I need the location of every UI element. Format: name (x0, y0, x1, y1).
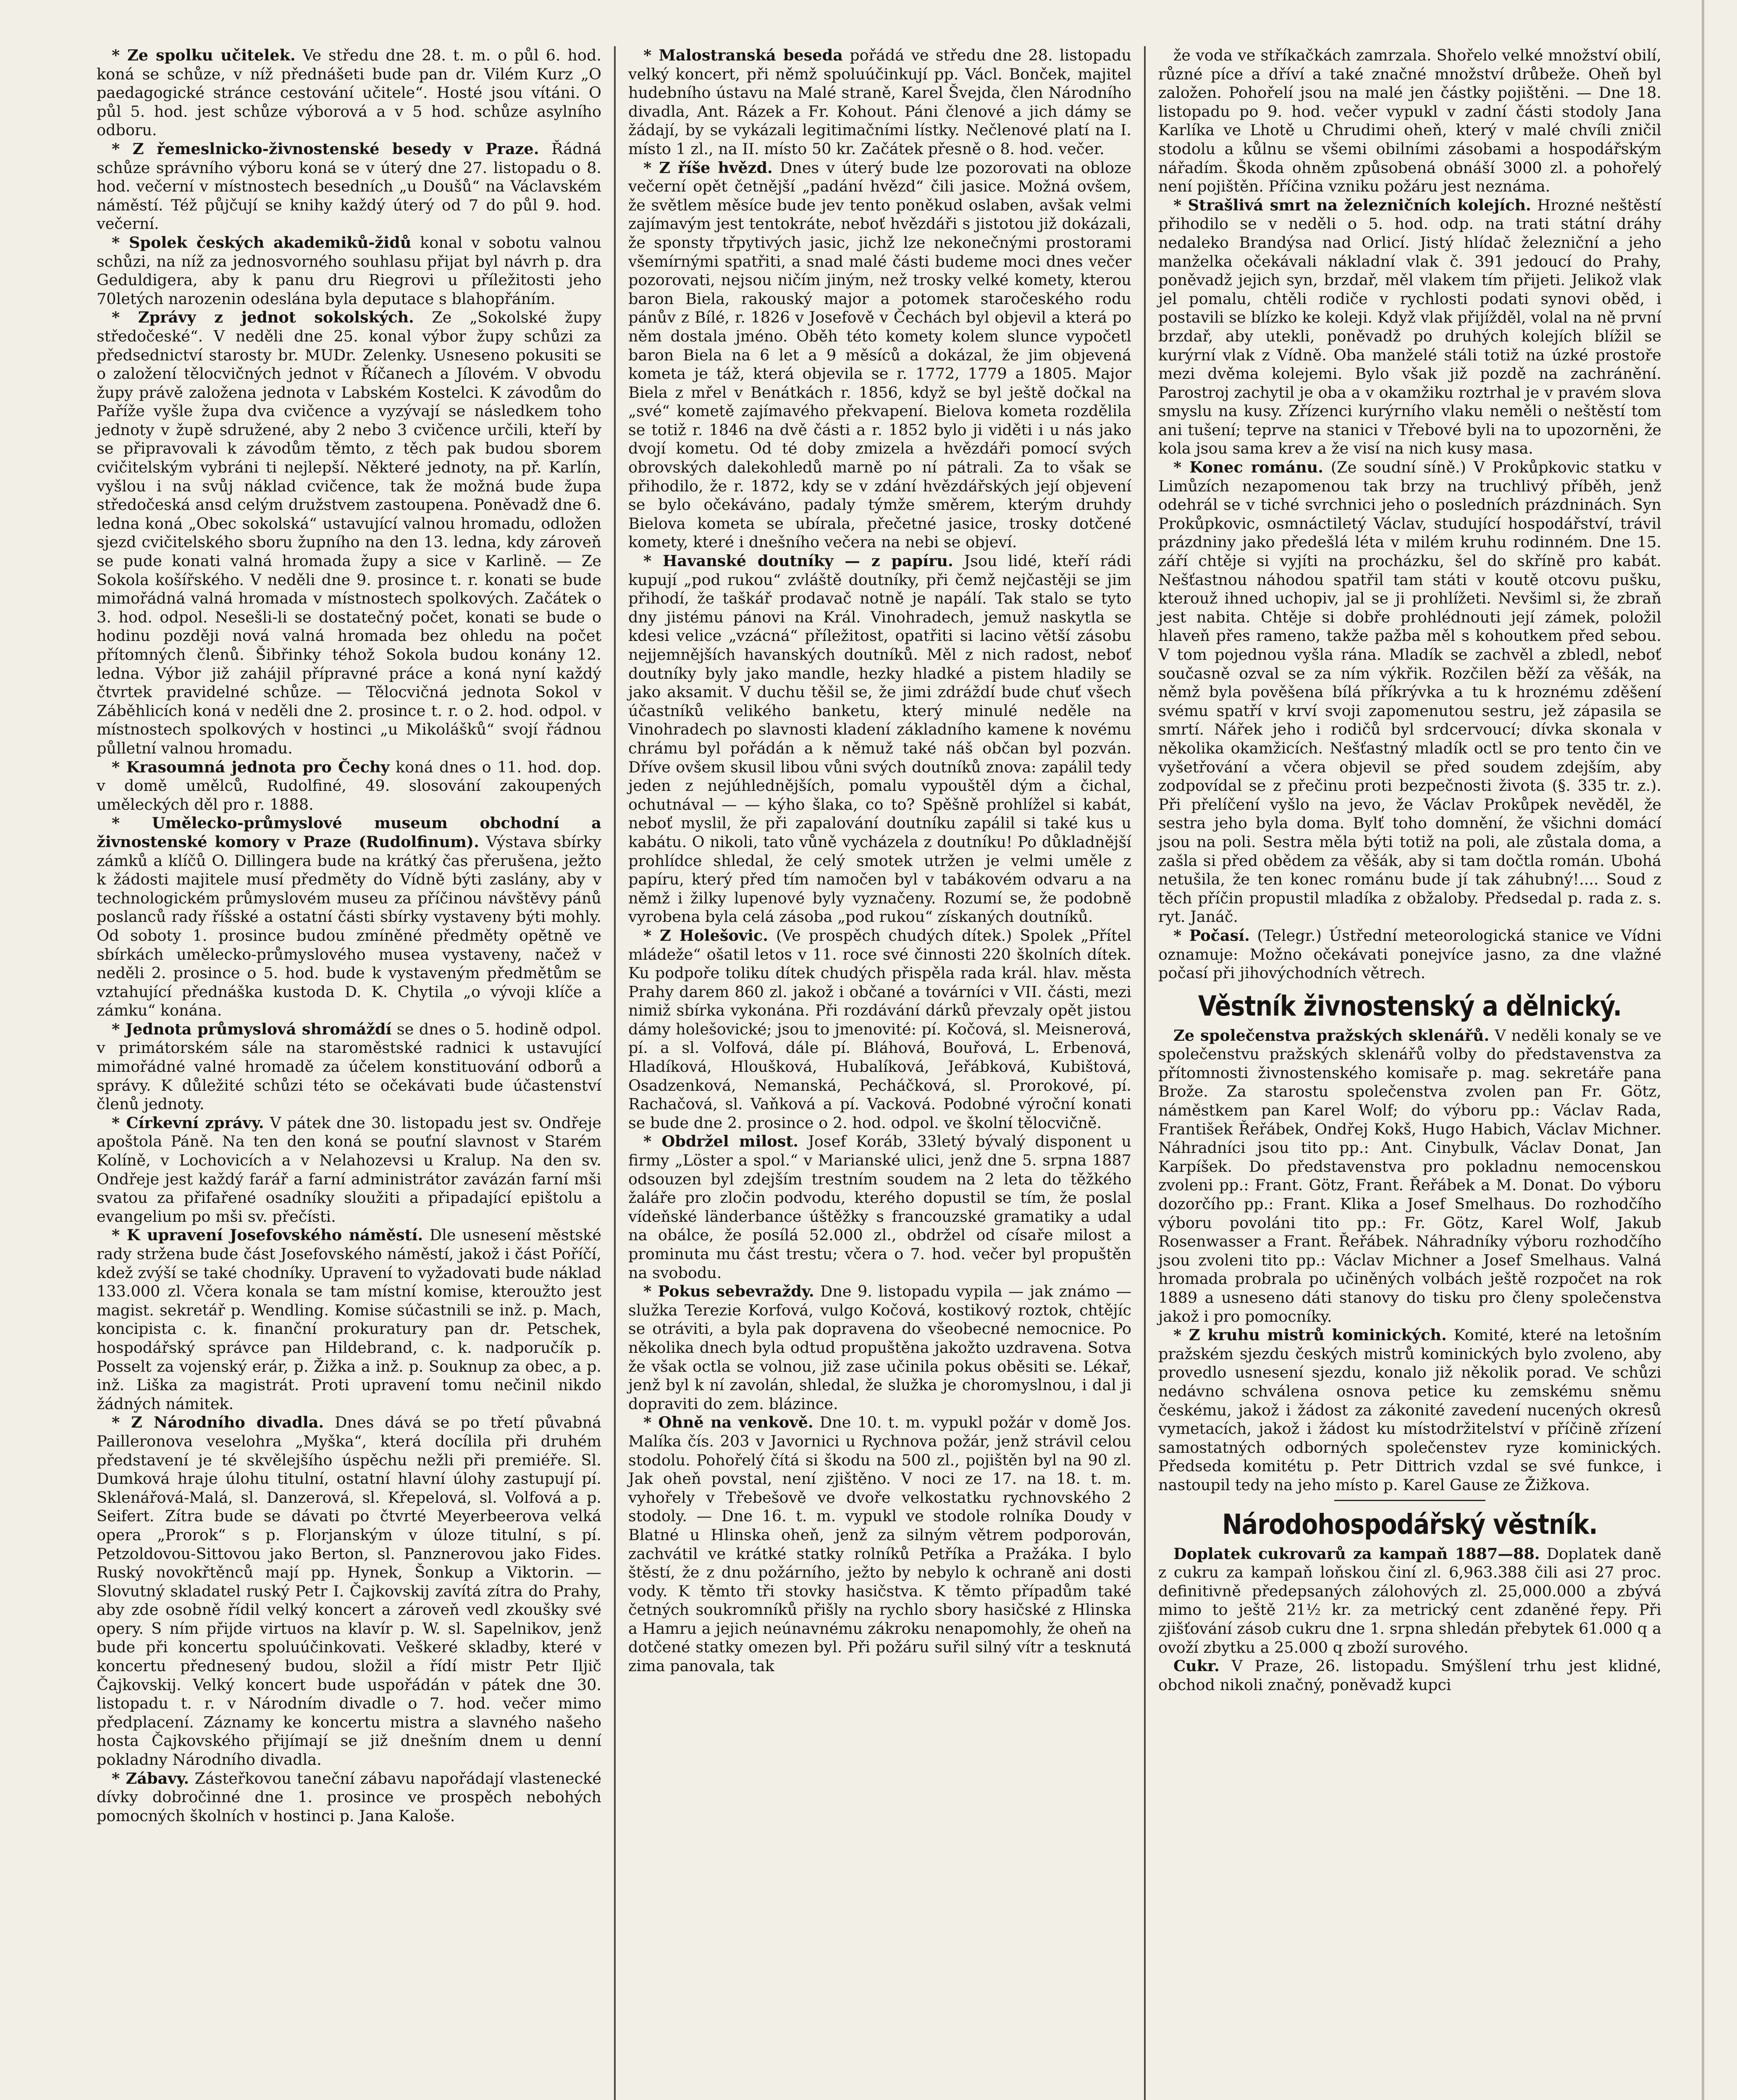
news-item (628, 1413, 1131, 1675)
news-item (97, 1769, 601, 1826)
news-item-headline: * Konec románu. (1173, 458, 1323, 477)
news-item (1158, 1326, 1661, 1494)
news-item-headline: * Obdržel milost. (643, 1132, 799, 1151)
news-item-headline: * Z Národního divadla. (112, 1413, 324, 1432)
news-item (628, 159, 1131, 552)
news-item (97, 46, 601, 140)
news-item-body: V pátek dne 30. listopadu jest sv. Ondřeje apoštola Páně. Na ten den koná se pouťní slavnost v Starém Kolíně, v Lochovicích a v Nelahozevsi u Kralup. Na den sv. Ondřeje jest každý farář a farní administrátor zavázán farní mši svatou za přifařené osadníky sloužiti a připadající epištolu a evangelium po mši sv. přečísti. (97, 1113, 601, 1226)
news-item-body: Hrozné neštěstí přihodilo se v neděli o 5. hod. odp. na trati státní dráhy nedaleko Brandýsa nad Orlicí. Jistý hlídač železniční a jeho manželka očekávali nákladní vlak č. 391 jedoucí do Prahy, poněvadž jejich syn, brzdař, měl vlakem tím přijeti. Jelikož vlak jel pomalu, chtěli rodiče v rychlosti podati synovi oběd, i postavili se blízko ke koleji. Když vlak přijížděl, volal na ně první brzdař, aby utekli, poněvadž po druhých kolejích blížil se kurýrní vlak z Vídně. Oba manželé stáli totiž na úzké prostoře mezi dvěma kolejemi. Bylo však již pozdě na zachránění. Parostroj zachytil je oba a v okamžiku roztrhal je v pravém slova smyslu na kusy. Zřízenci kurýrního vlaku neměli o neštěstí tom ani tušení; teprve na stanici v Třebové byli na to upozorněni, že kola jsou sama krev a že visí na nich kusy masa. (1158, 196, 1661, 458)
news-item-body: Dle usnesení městské rady stržena bude část Josefovského náměstí, jakož i část Poříčí, kdež zvýší se také chodníky. Upravení to vyžadovati bude náklad 133.000 zl. Včera konala se tam místní komise, kteroužto jest magist. sekretář p. Wendling. Komise súčastnili se inž. p. Mach, koncipista c. k. finanční prokuratury pan dr. Petschek, hospodářský správce pan Hildebrand, c. k. nadporučík p. Posselt za vojenský erár, p. Žižka a inž. p. Souknup za obec, a p. inž. Liška za magistrát. Proti upravení tomu nečinil nikdo žádných námitek. (97, 1226, 601, 1413)
news-item (1158, 1657, 1661, 1694)
news-item (97, 1226, 601, 1413)
column-2 (614, 46, 1144, 2100)
news-item-body: V neděli konaly se ve společenstvu pražských sklenářů volby do představenstva za přítomnosti živnostenského komisaře p. mag. sekretáře pana Brože. Za starostu společenstva zvolen pan Fr. Götz, náměstkem pan Karel Wolf; do výboru pp.: Václav Rada, František Řeřábek, Ondřej Kokš, Hugo Habich, Václav Michner. Náhradníci jsou tito pp.: Ant. Cinybulk, Václav Donat, Jan Karpíšek. Do představenstva pro pokladnu nemocenskou zvoleni pp.: Frant. Götz, Frant. Řeřábek a M. Donat. Do výboru dozorčího pp.: Frant. Klika a Josef Smelhaus. Do rozhodčího výboru povoláni tito pp.: Fr. Götz, Karel Wolf, Jakub Rosenwasser a Frant. Řeřábek. Náhradníky výboru rozhodčího jsou zvoleni tito pp.: Václav Michner a Josef Smelhaus. Valná hromada probrala po učiněných volbách ještě rozpočet na rok 1889 a usneseno dáti stanovy do tisku pro členy společenstva jakož i pro pomocníky. (1158, 1026, 1661, 1326)
news-item (97, 1020, 601, 1114)
news-item-body: Ve středu dne 28. t. m. o půl 6. hod. koná se schůze, v níž přednášeti bude pan dr. Vilém Kurz „O paedagogické stránce cestování učitele“. Hosté jsou vítáni. O půl 5. hod. jest schůze výborová a v 5 hod. schůze asylního odboru. (97, 46, 601, 139)
news-item (628, 1282, 1131, 1413)
news-item (97, 758, 601, 814)
news-item (1158, 927, 1661, 983)
news-item-headline: * K upravení Josefovského náměstí. (112, 1226, 423, 1244)
news-item (1158, 1026, 1661, 1326)
news-item-body: Zásteřkovou taneční zábavu napořádají vlastenecké dívky dobročinné dne 1. prosince ve prospěch nebohých pomocných školních v hostinci p. Jana Kaloše. (97, 1769, 601, 1825)
news-item-headline: * Umělecko-průmyslové museum obchodní a živnostenské komory v Praze (Rudolfinum). (97, 814, 601, 851)
news-item-headline: * Ohně na venkově. (643, 1413, 813, 1432)
news-item-body: Dnes v úterý bude lze pozorovati na obloze večerní opět četnější „padání hvězd“ čili jasice. Možná ovšem, že světlem měsíce bude jev tento poněkud oslaben, avšak velmi zajímavým jest tentokráte, neboť hvězdáři s jistotou již dokázali, že sponsty třpytivých jasic, jichž lze nekonečnými prostorami všemírnými spatřiti, a snad malé části budeme moci dnes večer pozorovati, nejsou ničím jiným, než trosky velké komety, kterou baron Biela, rakouský major a potomek staročeského rodu pánův z Bílé, r. 1826 v Josefově v Čechách byl objevil a která po něm dostala jméno. Oběh této komety kolem slunce vypočetl baron Biela na 6 let a 9 měsíců a dokázal, že jim objevená kometa je táž, která objevila se r. 1772, 1779 a 1805. Major Biela z mřel v Benátkách r. 1856, když se byl ještě dočkal na „své“ kometě zajímavého překvapení. Bielova kometa rozdělila se totiž r. 1846 na dvě části a r. 1852 bylo ji viděti i u nás jako dvojí kometu. Od té doby zmizela a hvězdáři pomocí svých obrovských dalekohledů marně po ní pátrali. Za to však se přihodilo, že r. 1872, kdy se v zdání hvězdářských její objevení se bylo očekáváno, padaly týmže směrem, kterým druhdy Bielova kometa se ubírala, přečetné jasice, trosky dotčené komety, které i dnešního večera na nebi se objeví. (628, 158, 1131, 551)
news-item-headline: * Počasí. (1173, 926, 1250, 945)
news-item-headline: * Zábavy. (112, 1769, 189, 1788)
column-container (84, 46, 1674, 2100)
news-item-body: Josef Koráb, 33letý bývalý disponent u firmy „Löster a spol.“ v Marianské ulici, jenž dne 5. srpna 1887 odsouzen byl zdejším trestním soudem na 2 leta do těžkého žaláře pro zločin podvodu, kterého dopustil se tím, že poslal vídeňské länderbance úštěžky s francouzské gramatiky a udal na obálce, že posílá 52.000 zl., obdržel od císaře milost a prominuta mu část trestu; včera o 7. hod. večer byl propuštěn na svobodu. (628, 1132, 1131, 1282)
news-item-body: Doplatek daně z cukru za kampaň loňskou činí zl. 6,963.388 čili asi 27 proc. definitivně předepsaných zálohových zl. 25,000.000 a zbývá mimo to ještě 21½ kr. za metrický cent zdaněné řepy. Při zjišťování zásob cukru dne 1. srpna shledán přebytek 61.000 q a ovoží zbytku a 25.000 q zboží surového. (1158, 1544, 1661, 1656)
news-item (628, 552, 1131, 927)
news-item-headline: * Pokus sebevraždy. (643, 1282, 814, 1301)
section-heading: Věstník živnostenský a dělnický. (1198, 990, 1622, 1022)
news-item-body: Výstava sbírky zámků a klíčů O. Dillingera bude na krátký čas přerušena, ježto k žádosti majitele musí předměty do Vídně býti zaslány, aby v technologickém průmyslovém museu za příčinou návštěvy pánů poslanců rady říšské a ostatní části sbírky vystaveny býti mohly. Od soboty 1. prosince budou zmíněné předměty opětně ve sbírkách umělecko-průmyslového musea vystaveny, načež v neděli 2. prosince o 5. hod. bude k vystaveným předmětům se vztahující přednáška kustoda D. K. Chytila „o vývoji klíče a zámku“ konána. (97, 832, 601, 1020)
news-item-headline: * Krasoumná jednota pro Čechy (112, 758, 390, 776)
news-item (1158, 458, 1661, 927)
news-item-headline: * Ze spolku učitelek. (112, 46, 296, 64)
news-item (1158, 1545, 1661, 1657)
section-divider (1334, 1500, 1485, 1501)
news-item (628, 927, 1131, 1133)
news-item-body: že voda ve stříkačkách zamrzala. Shořelo velké množství obilí, různé píce a dříví a také značné množství drůbeže. Oheň byl založen. Pohořelí jsou na malé jen částky pojištěni. — Dne 18. listopadu po 9. hod. večer vypukl v zadní části stodoly Jana Karlíka ve Lhotě u Chrudimi oheň, který v malé chvíli zničil stodolu a kůlnu se všemi obilními zásobami a hospodářským nářadím. Škoda ohněm způsobená obnáší 3000 zl. a pohořelý není pojištěn. Příčina vzniku požáru jest neznáma. (1158, 46, 1661, 196)
news-item-body: V Praze, 26. listopadu. Smýšlení trhu jest klidné, obchod nikoli značný, poněvadž kupci (1158, 1657, 1661, 1694)
news-item (97, 1413, 601, 1769)
news-item-headline: Ze společenstva pražských sklenářů. (1173, 1026, 1490, 1045)
news-item (628, 46, 1131, 159)
news-item-body: Dne 10. t. m. vypukl požár v domě Jos. Malíka čís. 203 v Javornici u Rychnova požár, jenž strávil celou stodolu. Pohořelý čítá si škodu na 500 zl., pojištěn byl na 90 zl. Jak oheň povstal, není zjištěno. V noci ze 17. na 18. t. m. vyhořely v Třebešově ve dvoře velkostatku rychnovského 2 stodoly. — Dne 16. t. m. vypukl ve stodole rolníka Doudy v Blatné u Hlinska oheň, jenž za silným větrem podporován, zachvátil ve krátké statky rolníků Petříka a Pražáka. I bylo štěstí, že z dnu požárního, ježto by nebylo k ochraně ani dosti vody. K těmto tři stovky hasičstva. K těmto případům také četných soukromníků přišly na rychlo sbory hasičské z Hlinska a Hamru a jejich neúnavnému zákroku nenapomohly, že oheň na dotčené statky omezen byl. Při požáru suřil silný vítr a tesknutá zima panovala, tak (628, 1413, 1131, 1675)
news-item-body: Dne 9. listopadu vypila — jak známo — služka Terezie Korfová, vulgo Kočová, kostikový roztok, chtějíc se otráviti, a byla pak dopravena do všeobecné nemocnice. Po několika dnech byla odtud propuštěna jakožto uzdravena. Sotva že však octla se volnou, již zase učinila pokus oběsiti se. Lékař, jenž byl k ní zavolán, shledal, že služka je choromyslnou, i dal ji dopraviti do zem. blázince. (628, 1282, 1131, 1413)
news-item-headline: Doplatek cukrovarů za kampaň 1887—88. (1173, 1544, 1540, 1563)
news-item-headline: * Z kruhu mistrů kominických. (1173, 1326, 1447, 1344)
news-item-headline: * Spolek českých akademiků-židů (112, 233, 412, 252)
news-item-body: se dnes o 5. hodině odpol. v primátorském sále na staroměstské radnici k ustavující mimořádné valné hromadě za účelem konstituování odborů a správy. K důležité schůzi této se očekávati bude účastenství členů jednoty. (97, 1020, 601, 1113)
news-item-headline: * Strašlivá smrt na železničních kolejích. (1173, 196, 1531, 214)
news-item-headline: * Z Holešovic. (643, 926, 769, 945)
column-3 (1144, 46, 1674, 2100)
section-heading: Národohospodářský věstník. (1222, 1508, 1598, 1541)
news-item (97, 814, 601, 1020)
news-item-headline: * Malostranská beseda (643, 46, 843, 64)
news-item (97, 308, 601, 758)
news-item-body: koná dnes o 11. hod. dop. v domě umělců, Rudolfiné, 49. slosování zakoupených uměleckých děl pro r. 1888. (97, 758, 601, 814)
news-item-body: konal v sobotu valnou schůzi, na níž za jednosvorného souhlasu přijat byl návrh p. dra Geduldigera, aby k panu dru Riegrovi u příležitosti jeho 70letých narozenin odeslána byla deputace s blahopřáním. (97, 233, 602, 308)
news-item-body: Ze „Sokolské župy středočeské“. V neděli dne 25. konal výbor župy schůzi za předsednictví starosty br. MUDr. Zelenky. Usneseno pokusiti se o založení tělocvičných jednot v Říčanech a Jílovém. V obvodu župy právě založena jednota v Labském Kostelci. K závodům do Paříže vyšle župa dva cvičence a vyzývají se následkem toho jednoty v župě sdružené, aby 2 nebo 3 cvičence určili, kteří by se připravovali k závodům těmto, z těch pak budou sborem cvičitelským vybráni ti nejlepší. Některé jednoty, na př. Karlín, vyšlou i na svůj náklad cvičence, tak že možná bude župa středočeská ansd celým družstvem zastoupena. Poněvadž dne 6. ledna koná „Obec sokolská“ ustavující valnou hromadu, odložen sjezd cvičitelského sboru župního na den 13. ledna, kdy zároveň se pude konati valná hromada župy a sice v Karlině. — Ze Sokola košířského. V neděli dne 9. prosince t. r. konati se bude mimořádná valná hromada v místnostech spolkových. Začátek o 3. hod. odpol. Nesešli-li se dostatečný počet, konati se bude o hodinu později nová valná hromada bez ohledu na počet přítomných členů. Šibřinky téhož Sokola budou konány 12. ledna. Výbor již zahájil přípravné práce a koná nyní každý čtvrtek pravidelné schůze. — Tělocvičná jednota Sokol v Záběhlicích koná v neděli dne 2. prosince t. r. o 2. hod. odpol. v místnostech spolkových v hostinci „u Mikolášků“ svojí řádnou půlletní valnou hromadu. (97, 308, 601, 757)
news-item-headline: * Jednota průmyslová shromáždí (112, 1020, 392, 1038)
news-item-body: (Ve prospěch chudých dítek.) Spolek „Přítel mládeže“ ošatil letos v 11. roce své činnosti 220 školních dítek. Ku podpoře toliku dítek chudých přispěla rada král. hlav. města Prahy darem 860 zl. jakož i občané a továrníci v VII. části, mezi nimiž sbírka vykonána. Při rozdávání dárků převzaly opět jistou dámy holešovické; jsou to jmenovité: pí. Kočová, sl. Meisnerová, pí. a sl. Volfová, dále pí. Bláhová, Bouřová, L. Erbenová, Hladíková, Hloušková, Hubalíková, Jeřábková, Kubištová, Osadzenková, Nemanská, Pecháčková, sl. Prorokové, pí. Rachačová, sl. Vaňková a pí. Vacková. Podobné výroční konati se bude dne 2. prosince o 2. hod. odpol. ve školní tělocvičně. (628, 926, 1131, 1132)
news-item (97, 234, 601, 308)
news-item-headline: * Havanské doutníky — z papíru. (643, 552, 953, 570)
news-item (628, 1132, 1131, 1282)
news-item (97, 140, 601, 234)
news-item (97, 1114, 601, 1226)
news-item-headline: * Z říše hvězd. (643, 158, 773, 177)
news-item-headline: * Církevní zprávy. (112, 1113, 264, 1132)
news-item-body: pořádá ve středu dne 28. listopadu velký koncert, při němž spoluúčinkují pp. Václ. Bonček, majitel hudebního ústavu na Malé straně, Karel Švejda, člen Národního divadla, Ant. Rázek a Fr. Kohout. Páni členové a jich dámy se žádají, by se vykázali legitimačními lístky. Nečlenové platí na I. místo 1 zl., na II. místo 50 kr. Začátek přesně o 8. hod. večer. (628, 46, 1131, 158)
news-item (1158, 46, 1661, 196)
news-item-body: (Telegr.) Ústřední meteorologická stanice ve Vídni oznamuje: Možno očekávati ponejvíce jasno, za dne vlažné počasí při jihovýchodních větrech. (1158, 926, 1661, 982)
news-item-headline: * Zprávy z jednot sokolských. (112, 308, 414, 327)
news-item-body: Dnes dává se po třetí půvabná Pailleronova veselohra „Myška“, která docílila při druhém představení je té skvělejšího úspěchu nežli při premiéře. Sl. Dumková hraje úlohu titulní, ostatní hlavní úlohy zastupují pí. Sklenářová-Malá, sl. Danzerová, sl. Křepelová, sl. Volfová a p. Seifert. Zítra bude se dávati po čtvrté Meyerbeerova velká opera „Prorok“ s p. Florjanským v úloze titulní, s pí. Petzoldovou-Sittovou jako Berton, sl. Panznerovou jako Fides. Ruský novokřtěnců mají pp. Hynek, Šonkup a Viktorin. — Slovutný skladatel ruský Petr I. Čajkovskij zavítá zítra do Prahy, aby zde osobně řídil velký koncert a zároveň vedl zkoušky své opery. S ním přijde virtuos na klavír p. W. sl. Sapelnikov, jenž bude při koncertu spoluúčinkovati. Veškeré skladby, které v koncertu přednesený budou, složil a řídí mistr Petr Iljič Čajkovskij. Velký koncert bude uspořádán v pátek dne 30. listopadu t. r. v Národním divadle o 7. hod. večer mimo předplacení. Záznamy ke koncertu mistra a slavného našeho hosta Čajkovského přijímají se již dnešním dnem u denní pokladny Národního divadla. (97, 1413, 601, 1769)
news-item-body: (Ze soudní síně.) V Prokůpkovic statku v Limůzích nezapomenou tak brzy na truchlivý příběh, jenž odehrál se v tiché svrchnici jeho o posledních prázdninách. Syn Prokůpkovic, osmnáctiletý Václav, studující hospodářství, trávil prázdniny jako předešlá léta v milém kruhu rodinném. Dne 15. září chtěje si vyjíti na procházku, šel do skříně pro kabát. Nešťastnou náhodou spatřil tam státi v koutě otcovu pušku, kterouž ihned uchopiv, jal se ji prohlížeti. Nevšiml si, že zbraň jest nabita. Chtěje si dobře prohlédnouti její zámek, položil hlaveň přes rameno, takže pažba měl s kohoutkem před sebou. V tom pojednou vyšla rána. Mladík se zachvěl a zbledl, neboť současně ozval se za ním výkřik. Rozčilen běží za věšák, na němž byla pověšena bílá příkrývka a tu k hroznému zděšení svému spatří v krví svoji zapomenutou sestru, jež zápasila se smrtí. Nářek jeho i rodičů byl srdcervoucí; dívka skonala v několika okamžicích. Nešťastný mladík octl se pro tento čin ve vyšetřování a včera objevil se před soudem zdejším, aby zodpovídal se z přečinu proti bezpečnosti života (§. 335 tr. z.). Při přelíčení vyšlo na jevo, že Václav Prokůpek nevěděl, že sestra jeho byla doma. Bylť toho domnění, že všichni domácí jsou na poli. Sestra měla býti totiž na poli, ale zůstala doma, a zašla si před obědem za věšák, aby si tam dočtla román. Ubohá netušila, že ten konec románu bude jí tak záhubný!.... Soud z těch příčin propustil mladíka z obžaloby. Předsedal p. rada z. s. ryt. Janáč. (1158, 458, 1661, 926)
news-item-body: Jsou lidé, kteří rádi kupují „pod rukou“ zvláště doutníky, při čemž nejčastěji se jim přihodí, že taškář prodavač notně je napálí. Tak stalo se tyto dny jistému pánovi na Král. Vinohradech, jemuž naskytla se kdesi velice „vzácná“ příležitost, opatřiti si lacino větší zásobu nejjemnějších havanských doutníků. Měl z nich radost, neboť doutníky byly jako mandle, hezky hladké a pistem hladily se jako aksamit. V duchu těšil se, že jimi zdráždí bude chuť všech účastníků velikého banketu, který minulé neděle na Vinohradech po slavnosti kladení základního kamene k novému chrámu byl pořádán a k němuž také náš občan byl pozván. Dříve ovšem skusil libou vůni svých doutníků znova: zapálil tedy jeden z nejúhlednějších, pomalu vypouštěl dým a čichal, ochutnával — — kýho šlaka, co to? Spěšně prohlížel si kabát, neboť myslil, že při zapalování doutníku zapálil si také kus u kabátu. O nikoli, tato vůně vycházela z doutníku! Po důkladnější prohlídce shledal, že celý smotek utržen je velmi uměle z papíru, který před tím namočen byl v tabákovém odvaru a na němž i žilky lupenové byly vyznačeny. Rozumí se, že podobně vyrobena byla celá zásoba „pod rukou“ získaných doutníků. (628, 552, 1131, 926)
page-edge-rule (1702, 0, 1704, 2100)
news-item-headline: Cukr. (1173, 1657, 1220, 1675)
column-1 (84, 46, 614, 2100)
news-item-headline: * Z řemeslnicko-živnostenské besedy v Praze. (112, 139, 539, 158)
news-item-body: Řádná schůze správního výboru koná se v úterý dne 27. listopadu o 8. hod. večerní v místnostech besedních „u Doušů“ na Václavském náměstí. Též půjčují se knihy každý úterý od 7 do půl 9. hod. večerní. (97, 139, 601, 233)
news-item (1158, 196, 1661, 458)
news-item-body: Komité, které na letošním pražském sjezdu českých mistrů kominických bylo zvoleno, aby provedlo usnesení sjezdu, konalo již několik porad. Ve schůzi nedávno schválena osnova petice ku zemskému sněmu českému, jakož i žádost za zákonité zavedení nucených okresů vymetacích, jakož i žádost ku místodržitelství v příčině zřízení samostatných odborných společenstev ryze kominických. Předseda komitétu p. Petr Dittrich vzdal se své funkce, i nastoupil tedy na jeho místo p. Karel Gause ze Žižkova. (1158, 1326, 1661, 1494)
